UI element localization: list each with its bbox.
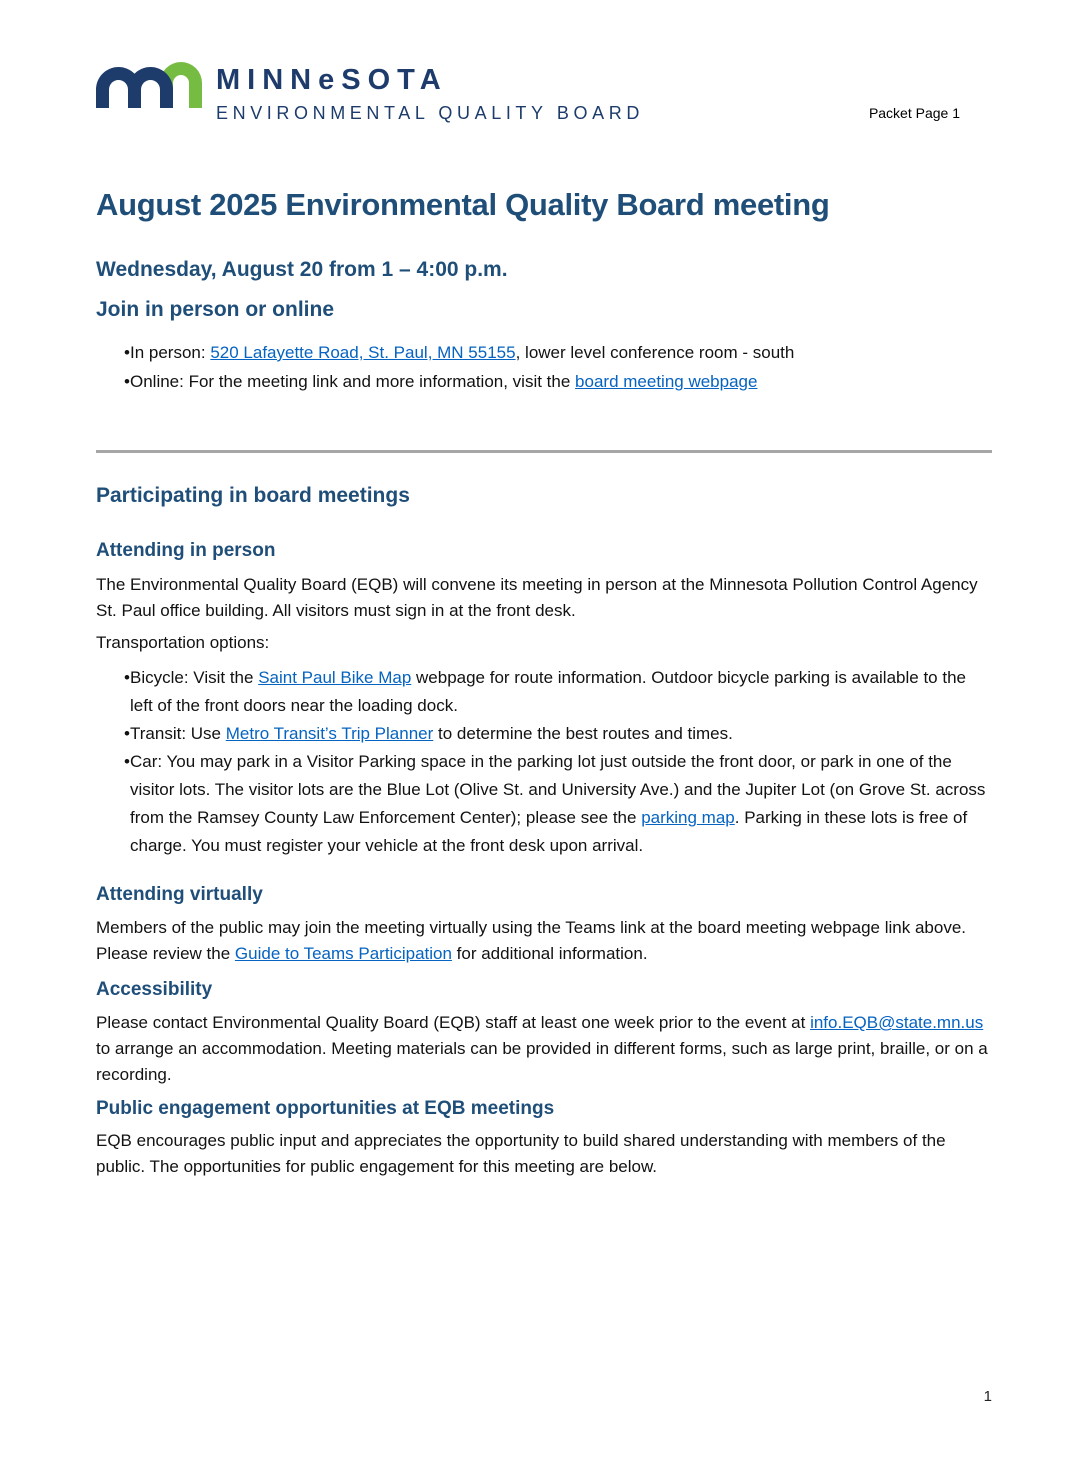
text-segment: , lower level conference room - south (515, 343, 795, 362)
teams-guide-link[interactable]: Guide to Teams Participation (234, 944, 452, 963)
text-segment: Members of the public may join the meeting virtually using the Teams link at the board meeting webpage link above. Please review the (96, 918, 966, 963)
wordmark-segment: SOTA (341, 64, 448, 96)
attending-in-person-paragraph: The Environmental Quality Board (EQB) will convene its meeting in person at the Minnesota Pollution Control Agency St. Paul office building. All visitors must sign in at the front desk. (96, 575, 978, 620)
list-item-transit (96, 720, 992, 748)
bullet-icon: • (124, 668, 130, 687)
online-text (130, 367, 992, 396)
trip-planner-link[interactable]: Metro Transit’s Trip Planner (225, 724, 434, 743)
bullet-icon: • (124, 372, 130, 391)
mn-state-logo-icon (96, 62, 202, 108)
section-divider (96, 450, 992, 453)
bullet-icon: • (124, 343, 130, 362)
bike-map-link[interactable]: Saint Paul Bike Map (258, 668, 412, 687)
attending-virtually-heading: Attending virtually (96, 884, 263, 905)
text-segment: Bicycle: Visit the (130, 668, 259, 687)
text-segment: to determine the best routes and times. (433, 724, 733, 743)
transportation-options-label: Transportation options: (96, 633, 270, 652)
list-item-car (96, 748, 992, 860)
wordmark-stylized-e: e (318, 64, 342, 96)
join-heading: Join in person or online (96, 298, 335, 321)
address-link[interactable]: 520 Lafayette Road, St. Paul, MN 55155 (210, 343, 516, 362)
text-segment: . Parking in these lots is free of charge. You must register your vehicle at the front desk upon arrival. (130, 808, 968, 855)
text-segment: Transit: Use (130, 724, 226, 743)
eqb-logo (96, 58, 992, 124)
text-segment: Please contact Environmental Quality Board (EQB) staff at least one week prior to the event at (96, 1013, 811, 1032)
parking-map-link[interactable]: parking map (641, 808, 735, 827)
page-title: August 2025 Environmental Quality Board meeting (96, 187, 830, 222)
text-segment: for additional information. (451, 944, 648, 963)
transit-text (130, 720, 992, 748)
public-engagement-paragraph: EQB encourages public input and appreciates the opportunity to build shared understanding with members of the public. The opportunities for public engagement for this meeting are below. (96, 1131, 946, 1176)
board-meeting-webpage-link[interactable]: board meeting webpage (575, 372, 758, 391)
wordmark-segment: MINN (216, 64, 319, 96)
logo-tagline: ENVIRONMENTAL QUALITY BOARD (216, 103, 644, 123)
public-engagement-heading: Public engagement opportunities at EQB meetings (96, 1098, 555, 1119)
text-segment: Online: For the meeting link and more information, visit the (130, 372, 576, 391)
page-number: 1 (983, 1388, 992, 1405)
list-item-in-person (96, 338, 992, 367)
eqb-email-link[interactable]: info.EQB@state.mn.us (810, 1013, 984, 1032)
document-page (0, 58, 1088, 1466)
transportation-options-list (96, 664, 992, 860)
text-segment: In person: (130, 343, 211, 362)
packet-page-label: Packet Page 1 (868, 105, 960, 121)
attending-virtually-paragraph (96, 915, 992, 967)
in-person-text (130, 338, 992, 367)
list-item-online (96, 367, 992, 396)
accessibility-heading: Accessibility (96, 979, 213, 1000)
text-segment: webpage for route information. Outdoor bicycle parking is available to the left of the front doors near the loading dock. (130, 668, 966, 715)
list-item-bicycle (96, 664, 992, 720)
attending-in-person-heading: Attending in person (96, 540, 276, 561)
logo-wordmark-minnesota (216, 64, 644, 96)
participating-section-heading: Participating in board meetings (96, 484, 410, 507)
bicycle-text (130, 664, 992, 720)
text-segment: Car: You may park in a Visitor Parking space in the parking lot just outside the front door, or park in one of the visitor lots. The visitor lots are the Blue Lot (Olive St. and University Ave.) and the Jupiter Lot (on Grove St. across from the Ramsey County Law Enforcement Center); please see the (130, 752, 986, 827)
logo-text-block (216, 64, 644, 124)
bullet-icon: • (124, 752, 130, 771)
text-segment: to arrange an accommodation. Meeting materials can be provided in different forms, such as large print, braille, or on a recording. (96, 1039, 988, 1084)
logo-m-arch-2 (128, 67, 173, 108)
meeting-datetime-heading: Wednesday, August 20 from 1 – 4:00 p.m. (96, 258, 508, 281)
accessibility-paragraph (96, 1010, 992, 1088)
join-options-list (96, 338, 992, 396)
bullet-icon: • (124, 724, 130, 743)
car-text (130, 748, 992, 860)
